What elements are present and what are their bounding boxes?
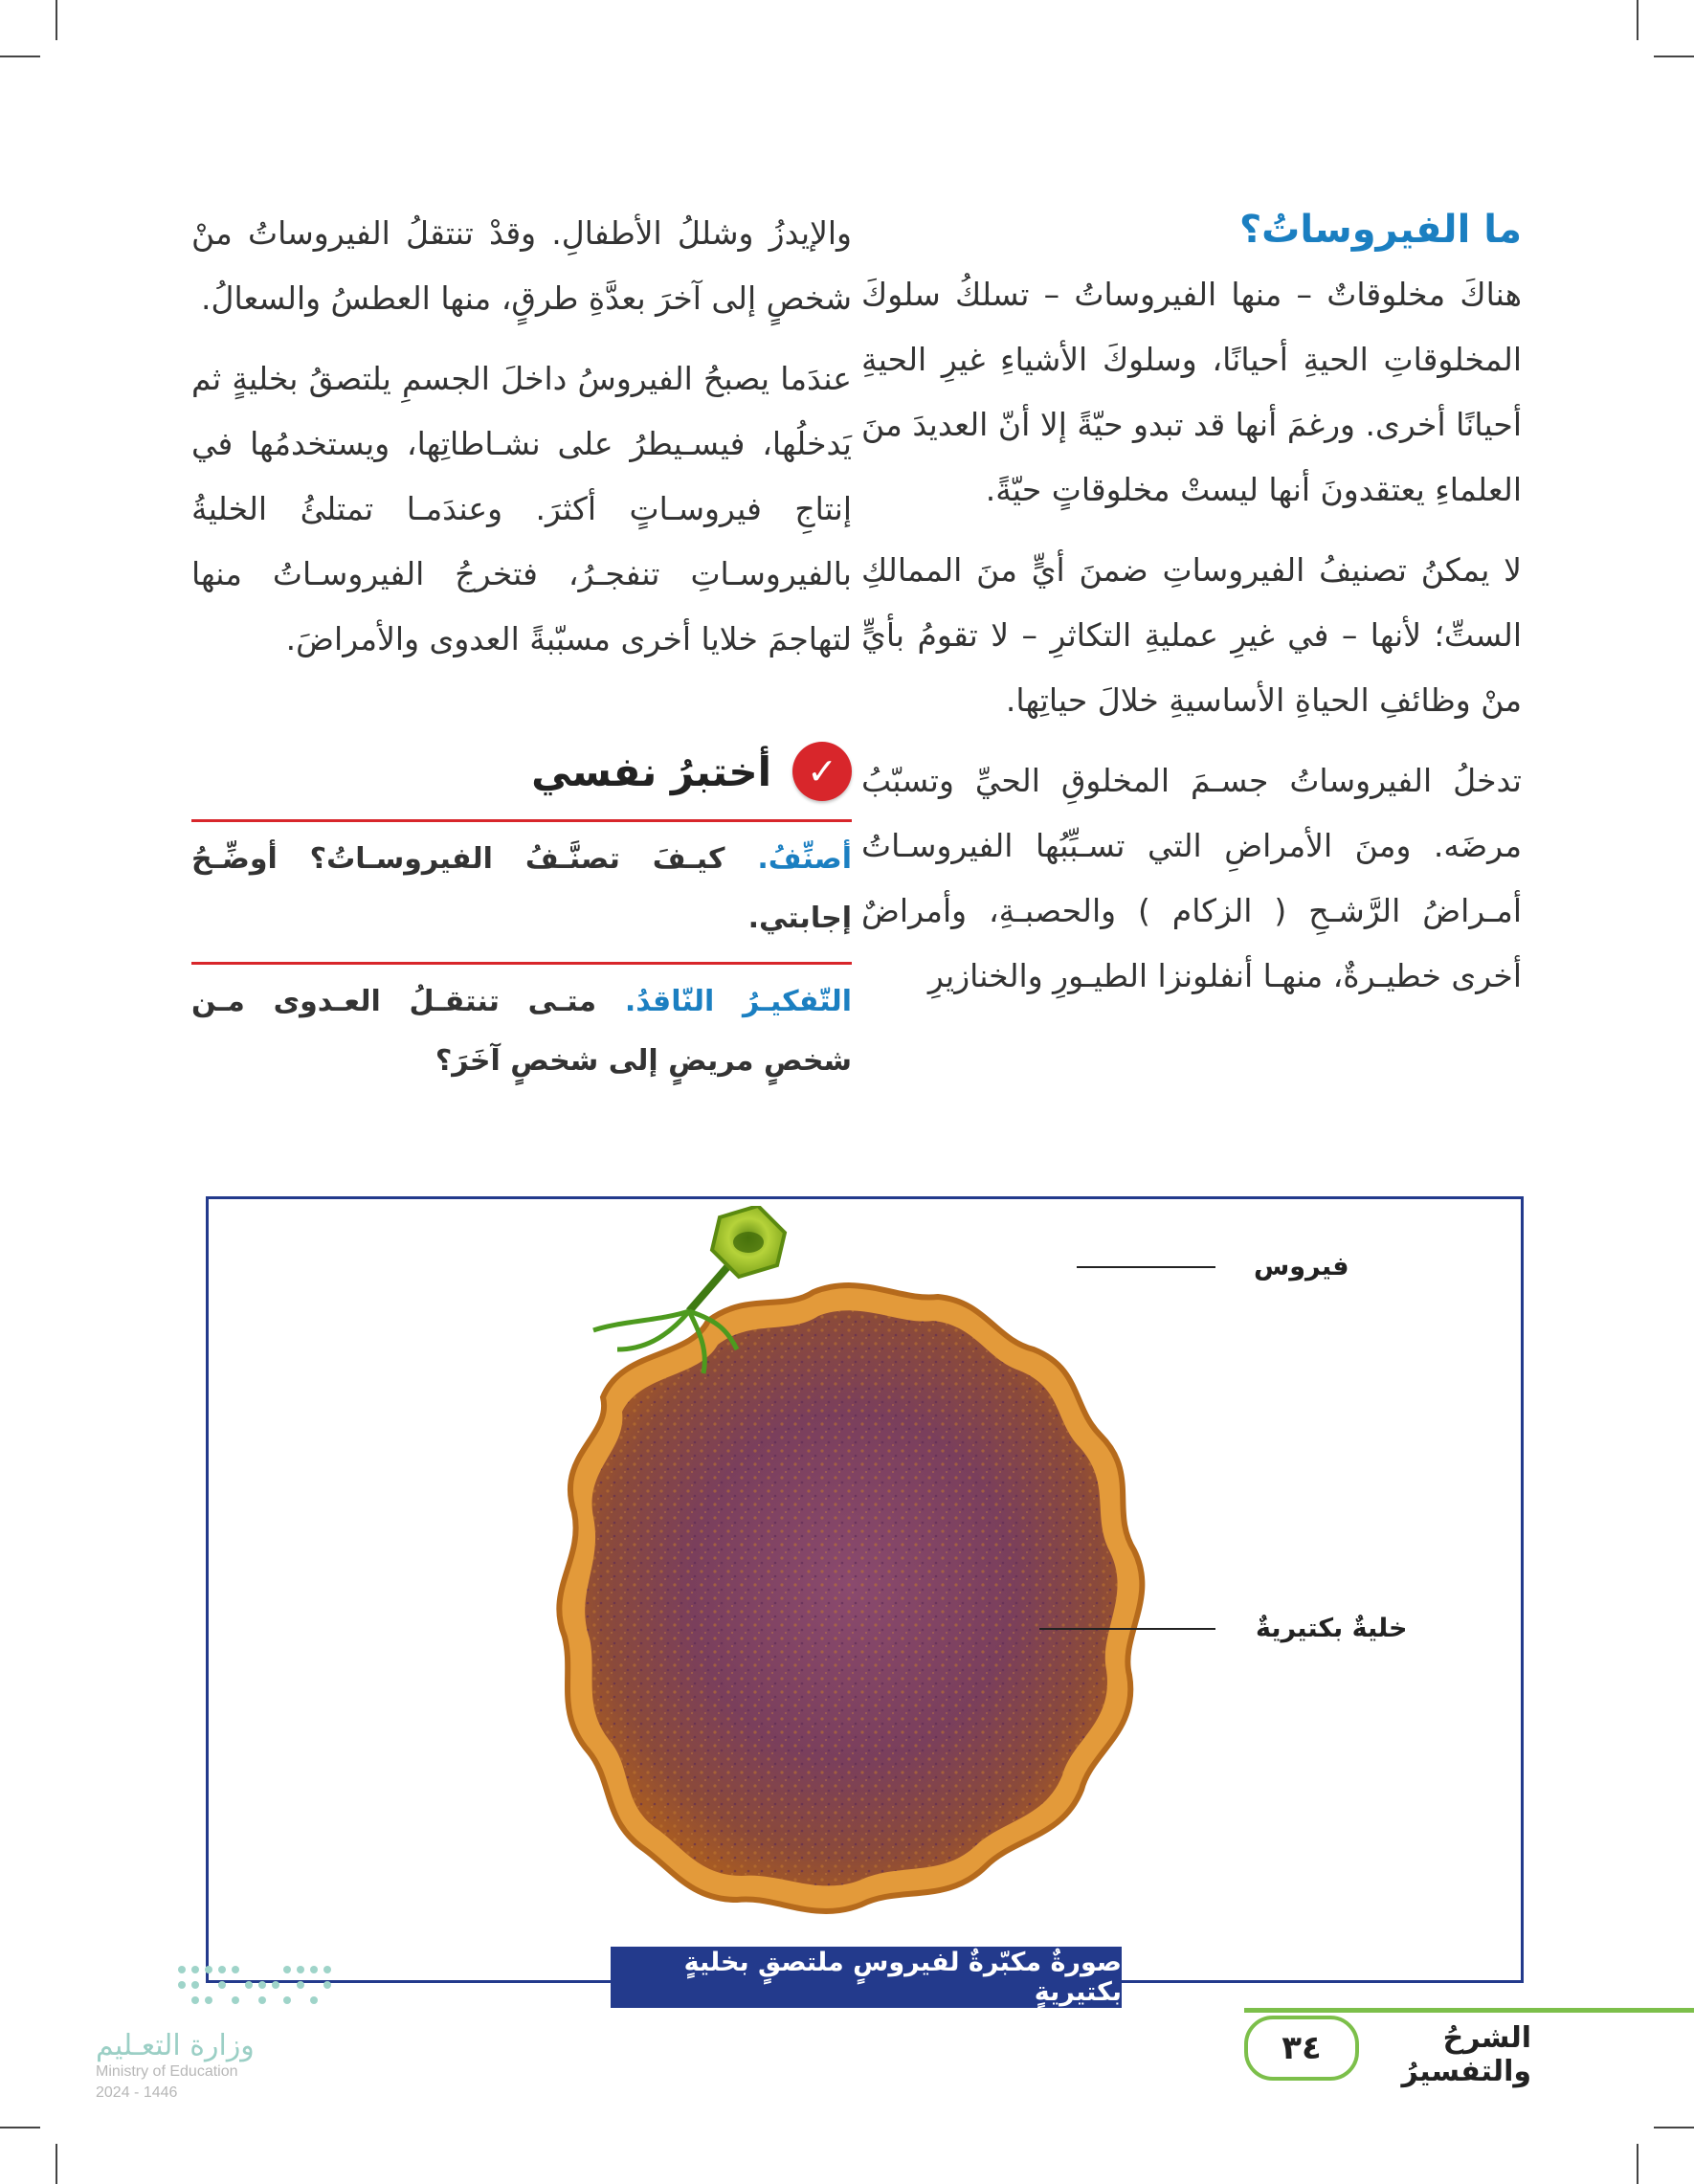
crop-mark [0, 2127, 40, 2128]
ministry-name-ar: وزارة التعـليم [96, 2029, 255, 2062]
crop-mark [56, 0, 57, 40]
bacteria-virus-illustration [498, 1206, 1187, 1952]
left-column [191, 201, 852, 687]
crop-mark [1637, 0, 1638, 40]
crop-mark [1654, 56, 1694, 57]
right-column [861, 201, 1522, 1024]
chapter-label: الشرحُ والتفسيرُ [1401, 2021, 1531, 2088]
bacterial-cell-label: خليةٌ بكتيريةٌ [1256, 1614, 1408, 1643]
self-check-header [191, 737, 852, 806]
page-number: ٣٤ [1244, 2016, 1359, 2081]
section-title: ما الفيروساتُ؟ [1238, 208, 1522, 252]
ministry-year: 2024 - 1446 [96, 2084, 178, 2101]
ministry-logo [96, 1952, 345, 2101]
question-2 [191, 962, 852, 1091]
check-icon: ✓ [792, 742, 852, 801]
cell-leader-line [1039, 1628, 1215, 1630]
question-text: متـى تنتقـلُ العـدوى مـن شخصٍ مريضٍ إلى شخصٍ آخَرَ؟ [191, 985, 852, 1078]
crop-mark [1637, 2144, 1638, 2184]
crop-mark [56, 2144, 57, 2184]
self-check-title: أختبرُ نفسي [531, 747, 771, 795]
self-check-box [191, 737, 852, 1091]
paragraph: هناكَ مخلوقاتٌ – منها الفيروساتُ – تسلكُ سلوكَ المخلوقاتِ الحيةِ أحيانًا، وسلوكَ الأشياءِ غيرِ الحيةِ أحيانًا أخرى. ورغمَ أنها قد تبدو حيّةً إلا أنّ العديدَ منَ العلماءِ يعتقدونَ أنها ليستْ مخلوقاتٍ حيّةً. [861, 276, 1522, 508]
question-keyword: التّفكيـرُ النّاقدُ. [624, 985, 852, 1018]
figure-caption: صورةٌ مكبّرةٌ لفيروسٍ ملتصقٍ بخليةٍ بكتيريةٍ [611, 1947, 1122, 2008]
crop-mark [0, 56, 40, 57]
ministry-dots-icon [172, 1956, 421, 2014]
question-text: كيـفَ تصنَّـفُ الفيروسـاتُ؟ أوضِّـحُ إجابتي. [191, 842, 852, 935]
virus-label: فيروس [1254, 1252, 1349, 1281]
ministry-name-en: Ministry of Education [96, 2063, 238, 2080]
question-keyword: أصنِّفُ. [757, 842, 852, 876]
footer-rule [1244, 2008, 1694, 2013]
question-1 [191, 819, 852, 948]
paragraph: والإيدزُ وشللُ الأطفالِ. وقدْ تنتقلُ الفيروساتُ منْ شخصٍ إلى آخرَ بعدَّةِ طرقٍ، منها العطسُ والسعالُ. [191, 214, 852, 317]
crop-mark [1654, 2127, 1694, 2128]
virus-leader-line [1077, 1266, 1215, 1268]
paragraph: تدخلُ الفيروساتُ جسـمَ المخلوقِ الحيِّ وتسبّبُ مرضَه. ومنَ الأمراضِ التي تسـبِّبُها الفيروسـاتُ أمـراضُ الرَّشـحِ ( الزكام ) والحصبـةِ، وأمراضٌ أخرى خطيـرةٌ، منهـا أنفلونزا الطيـورِ والخنازيرِ [861, 762, 1522, 994]
paragraph: عندَما يصبحُ الفيروسُ داخلَ الجسمِ يلتصقُ بخليةٍ ثم يَدخلُها، فيسـيطرُ على نشـاطاتِها، ويستخدمُها في إنتاجِ فيروسـاتٍ أكثرَ. وعندَمـا تمتلئُ الخليةُ بالفيروسـاتِ تنفجـرُ، فتخرجُ الفيروسـاتُ منها لتهاجمَ خلايا أخرى مسبّبةً العدوى والأمراضَ. [191, 360, 852, 657]
paragraph: لا يمكنُ تصنيفُ الفيروساتِ ضمنَ أيٍّ منَ الممالكِ الستِّ؛ لأنها – في غيرِ عمليةِ التكاثرِ – لا تقومُ بأيٍّ منْ وظائفِ الحياةِ الأساسيةِ خلالَ حياتِها. [861, 551, 1522, 719]
